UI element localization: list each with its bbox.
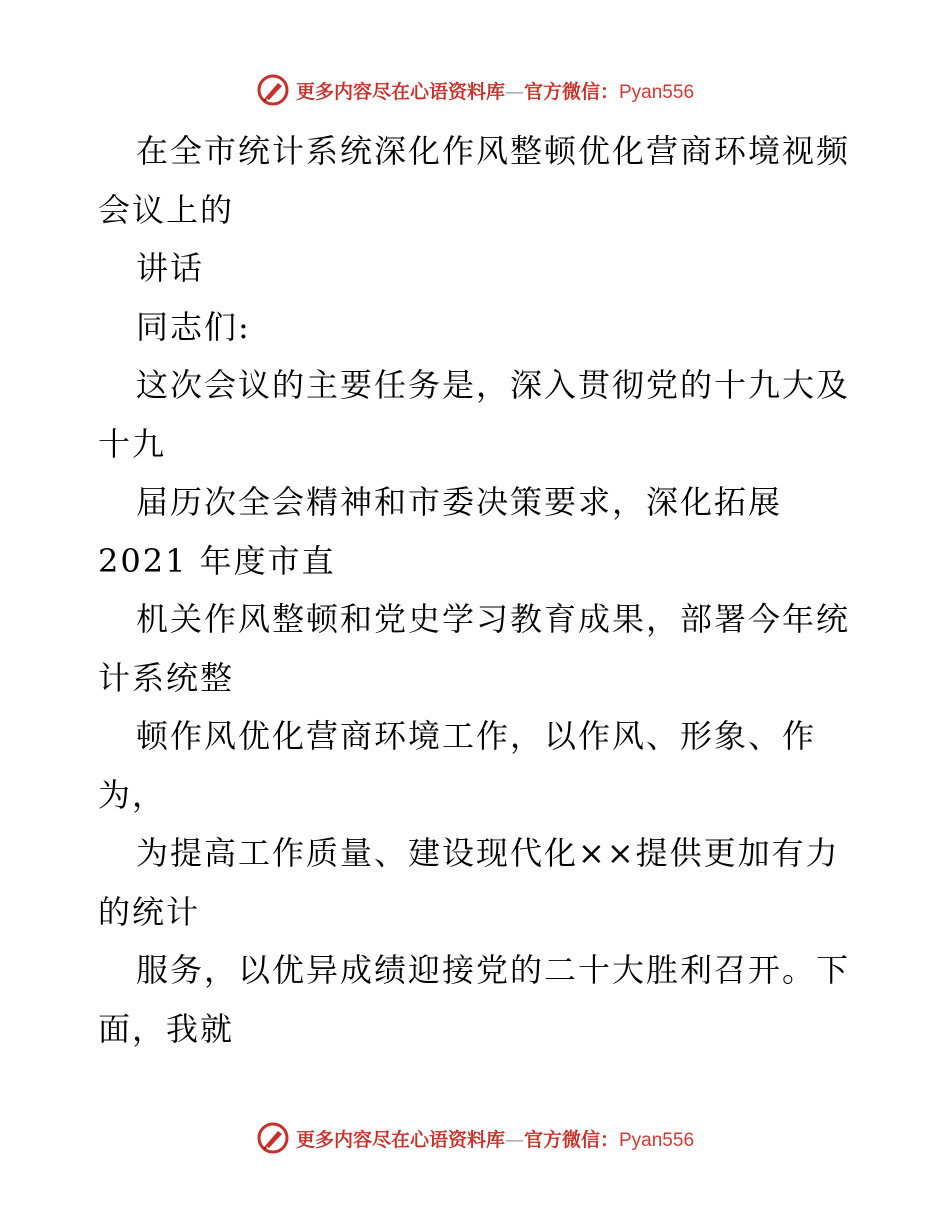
text-line: 会议上的 bbox=[98, 190, 235, 229]
text-line: 顿作风优化营商环境工作，以作风、形象、作 bbox=[136, 717, 817, 755]
text-line: 十九 bbox=[98, 424, 167, 463]
text-line: 讲话 bbox=[136, 249, 205, 287]
text-line: 计系统整 bbox=[98, 658, 235, 697]
header-watermark bbox=[0, 70, 950, 110]
text-line: 为提高工作质量、建设现代化××提供更加有力 bbox=[136, 834, 840, 872]
footer-watermark bbox=[0, 1118, 950, 1158]
watermark-handle: Pyan556 bbox=[619, 1129, 695, 1151]
text-line: 面，我就 bbox=[98, 1009, 235, 1048]
pen-logo-icon bbox=[256, 1121, 290, 1155]
text-line: 2021 年度市直 bbox=[98, 541, 336, 580]
watermark-text bbox=[296, 1125, 694, 1152]
watermark-slogan: 更多内容尽在心语资料库 bbox=[295, 80, 505, 103]
watermark-separator: — bbox=[504, 1128, 524, 1151]
text-line: 服务，以优异成绩迎接党的二十大胜利召开。下 bbox=[136, 951, 851, 989]
text-line: 届历次全会精神和市委决策要求，深化拓展 bbox=[136, 483, 783, 521]
watermark-official: 官方微信： bbox=[523, 1128, 619, 1151]
document-body bbox=[98, 122, 858, 1058]
watermark-official: 官方微信： bbox=[523, 80, 619, 103]
pen-logo-icon bbox=[256, 73, 290, 107]
watermark-separator: — bbox=[504, 80, 524, 103]
text-line: 的统计 bbox=[98, 892, 201, 931]
watermark-slogan: 更多内容尽在心语资料库 bbox=[295, 1128, 505, 1151]
text-line: 在全市统计系统深化作风整顿优化营商环境视频 bbox=[136, 132, 851, 170]
text-line: 机关作风整顿和党史学习教育成果，部署今年统 bbox=[136, 600, 851, 638]
text-line: 为， bbox=[98, 775, 167, 814]
watermark-text bbox=[296, 77, 694, 104]
text-line: 这次会议的主要任务是，深入贯彻党的十九大及 bbox=[136, 366, 851, 404]
watermark-handle: Pyan556 bbox=[619, 81, 695, 103]
text-line: 同志们: bbox=[136, 307, 251, 346]
